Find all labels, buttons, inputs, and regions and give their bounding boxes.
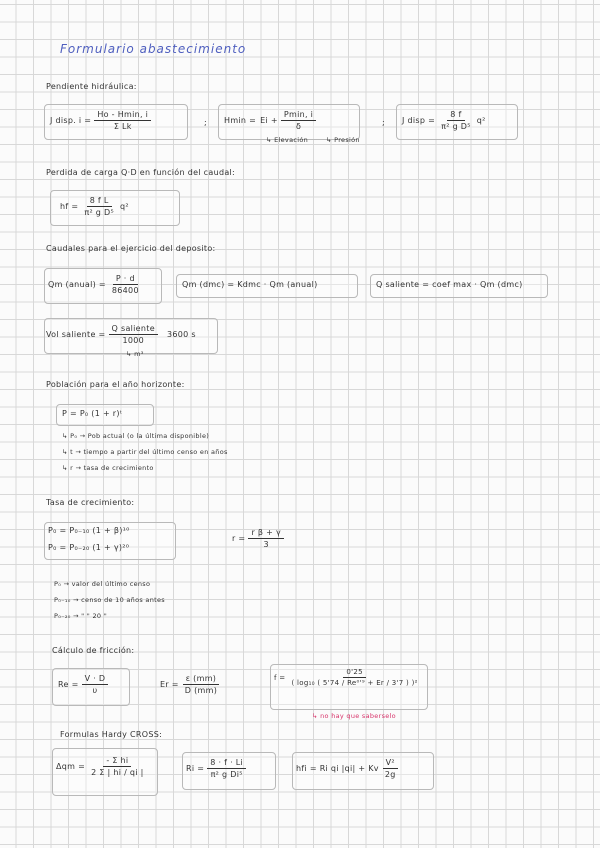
formula-r-lhs: r = xyxy=(232,534,246,543)
formula-re-num: V · D xyxy=(82,674,109,685)
note-m3-text: m³ xyxy=(134,350,144,358)
formula-hfi xyxy=(296,758,402,779)
note-elevacion-text: Elevación xyxy=(274,136,309,144)
list-item-text: r → tasa de crecimiento xyxy=(70,464,154,472)
list-item: ↳ r → tasa de crecimiento xyxy=(62,464,154,472)
formula-r-den: 3 xyxy=(263,540,269,549)
formula-hmin-num: Pmin, i xyxy=(281,110,316,121)
formula-dq-den: 2 Σ | hi / qi | xyxy=(91,768,144,777)
heading-friccion: Cálculo de fricción: xyxy=(52,646,135,655)
formula-ri-lhs: Ri = xyxy=(186,764,205,773)
formula-er-den: D (mm) xyxy=(184,686,218,695)
formula-qm-anual-den: 86400 xyxy=(111,286,139,295)
formula-hf-num: 8 f L xyxy=(87,196,112,207)
formula-ri-num: 8 · f · Li xyxy=(207,758,246,769)
formula-dq-lhs: Δqm = xyxy=(56,762,86,771)
formula-dq-num: - Σ hi xyxy=(103,756,131,767)
note-no-saber: ↳ no hay que saberselo xyxy=(312,712,396,720)
formula-re xyxy=(58,674,111,695)
list-item: P₀ → valor del último censo xyxy=(54,580,151,588)
formula-dq xyxy=(56,756,150,777)
formula-hf-den: π² g D⁵ xyxy=(84,208,114,217)
note-presion-text: Presión xyxy=(334,136,360,144)
formula-vol-saliente-den: 1000 xyxy=(122,336,145,345)
formula-er-num: ε (mm) xyxy=(183,674,220,685)
formula-er xyxy=(160,674,223,695)
formula-tasa-2: P₀ = P₀₋₂₀ (1 + γ)²⁰ xyxy=(48,543,130,552)
formula-jdisp-tail: q² xyxy=(476,116,486,125)
formula-f-lhs: f = xyxy=(274,673,286,682)
heading-tasa-crecimiento: Tasa de crecimiento: xyxy=(46,498,135,507)
formula-r-num: r β + γ xyxy=(248,528,284,539)
formula-f-num: 0'25 xyxy=(343,668,366,678)
formula-hfi-den: 2g xyxy=(384,770,396,779)
formula-hmin xyxy=(224,110,319,131)
list-item: ↳ t → tiempo a partir del último censo en años xyxy=(62,448,228,456)
note-elevacion: ↳ Elevación xyxy=(266,136,309,144)
formula-qm-anual-num: P · d xyxy=(113,274,138,285)
formula-hfi-lhs: hfi = Ri qi |qi| + Kv xyxy=(296,764,379,773)
formula-re-den: υ xyxy=(92,686,98,695)
formula-jdisp-den: π² g D⁵ xyxy=(441,122,471,131)
formula-jdisp-num: 8 f xyxy=(447,110,464,121)
formula-poblacion: P = P₀ (1 + r)ᵗ xyxy=(62,409,123,418)
heading-poblacion: Población para el año horizonte: xyxy=(46,380,185,389)
heading-pendiente-hidraulica: Pendiente hidráulica: xyxy=(46,82,137,91)
list-item: ↳ P₀ → Pob actual (o la última disponible) xyxy=(62,432,210,440)
list-item: P₀₋₂₀ → " " 20 " xyxy=(54,612,107,620)
formula-hf-tail: q² xyxy=(120,202,129,211)
formula-r xyxy=(232,528,287,549)
heading-perdida-carga: Perdida de carga Q·D en función del caudal: xyxy=(46,168,236,177)
formula-qm-anual-lhs: Qm (anual) = xyxy=(48,280,106,289)
formula-hf-lhs: hf = xyxy=(60,202,79,211)
formula-ri-den: π² g Di⁵ xyxy=(210,770,243,779)
formula-hfi-num: V² xyxy=(383,758,398,769)
formula-jdisp-i xyxy=(50,110,154,131)
separator-2: ; xyxy=(382,118,385,127)
formula-re-lhs: Re = xyxy=(58,680,79,689)
formula-qm-dmc: Qm (dmc) = Kdmc · Qm (anual) xyxy=(182,280,318,289)
formula-ri xyxy=(186,758,249,779)
formula-jdisp xyxy=(402,110,486,131)
formula-tasa-1: P₀ = P₀₋₁₀ (1 + β)¹⁰ xyxy=(48,526,130,535)
formula-hmin-elevation: Ei + xyxy=(260,116,278,125)
note-m3: ↳ m³ xyxy=(126,350,144,358)
heading-caudales: Caudales para el ejercicio del deposito: xyxy=(46,244,216,253)
formula-jdisp-i-den: Σ Lk xyxy=(113,122,132,131)
formula-vol-saliente-tail: 3600 s xyxy=(166,330,196,339)
formula-hmin-lhs: Hmin = xyxy=(224,116,257,125)
formula-jdisp-i-lhs: J disp. i = xyxy=(50,116,92,125)
formula-hmin-den: δ xyxy=(295,122,302,131)
list-item-text: t → tiempo a partir del último censo en años xyxy=(70,448,228,456)
formula-jdisp-i-num: Ho - Hmin, i xyxy=(94,110,151,121)
formula-er-lhs: Er = xyxy=(160,680,179,689)
formula-vol-saliente-lhs: Vol saliente = xyxy=(46,330,106,339)
page-title: Formulario abastecimiento xyxy=(60,42,247,56)
note-presion: ↳ Presión xyxy=(326,136,360,144)
formula-q-saliente: Q saliente = coef max · Qm (dmc) xyxy=(376,280,523,289)
formula-jdisp-lhs: J disp = xyxy=(402,116,436,125)
list-item-text: P₀ → Pob actual (o la última disponible) xyxy=(70,432,210,440)
separator-1: ; xyxy=(204,118,207,127)
formula-qm-anual xyxy=(48,274,145,295)
formula-vol-saliente xyxy=(46,324,196,345)
list-item: P₀₋₁₀ → censo de 10 años antes xyxy=(54,596,165,604)
heading-hardy-cross: Formulas Hardy CROSS: xyxy=(60,730,163,739)
formula-hf xyxy=(60,196,129,217)
note-no-saber-text: no hay que saberselo xyxy=(320,712,396,720)
formula-f xyxy=(274,668,424,687)
formula-vol-saliente-num: Q saliente xyxy=(109,324,158,335)
formula-f-den: ( log₁₀ ( 5'74 / Re⁰'⁹ + Er / 3'7 ) )² xyxy=(291,679,418,687)
